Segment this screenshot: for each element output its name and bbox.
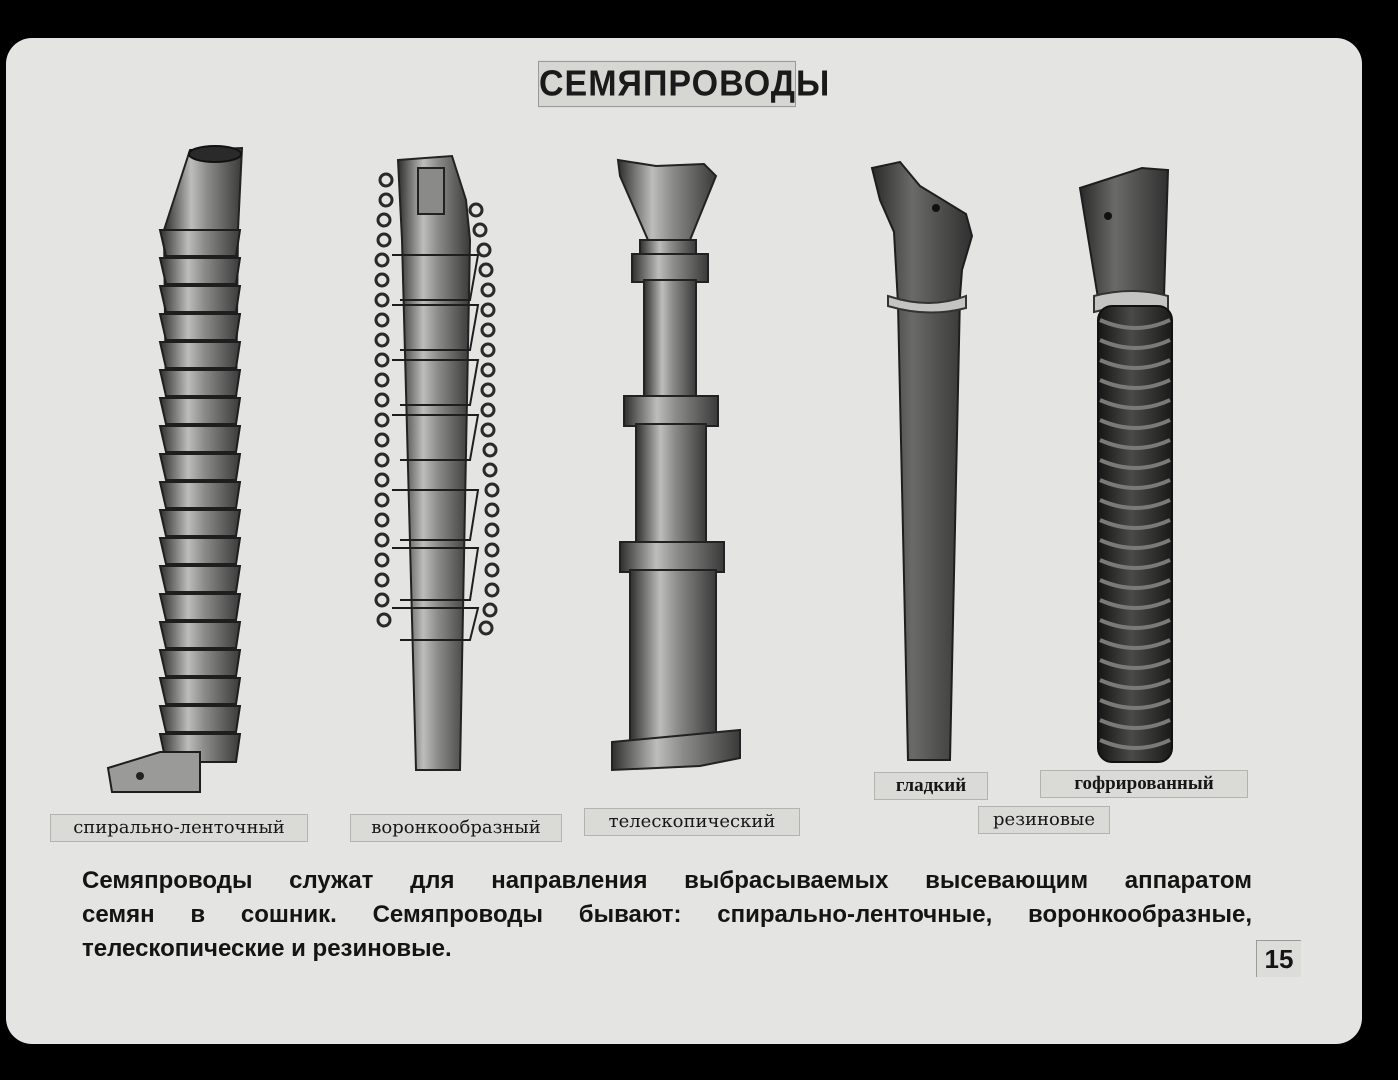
label-smooth: гладкий xyxy=(874,772,988,800)
label-funnel: воронкообразный xyxy=(350,814,562,842)
label-rubber: резиновые xyxy=(978,806,1110,834)
corrugated-rubber-tube xyxy=(1080,168,1172,762)
page-title: СЕМЯПРОВОДЫ xyxy=(538,61,796,107)
spiral-band-tube xyxy=(108,146,242,792)
label-corrugated: гофрированный xyxy=(1040,770,1248,798)
description-line-1: Семяпроводы служат для направления выбрасываемых высевающим аппаратом xyxy=(82,867,1252,894)
smooth-rubber-tube xyxy=(872,162,972,760)
description xyxy=(82,864,1252,966)
label-telescopic: телескопический xyxy=(584,808,800,836)
page-number: 15 xyxy=(1256,940,1301,977)
funnel-tube xyxy=(376,156,498,770)
description-line-3: телескопические и резиновые. xyxy=(82,935,452,962)
telescopic-tube xyxy=(612,160,740,770)
description-line-2: семян в сошник. Семяпроводы бывают: спирально-ленточные, воронкообразные, xyxy=(82,901,1252,928)
label-spiral-band: спирально-ленточный xyxy=(50,814,308,842)
